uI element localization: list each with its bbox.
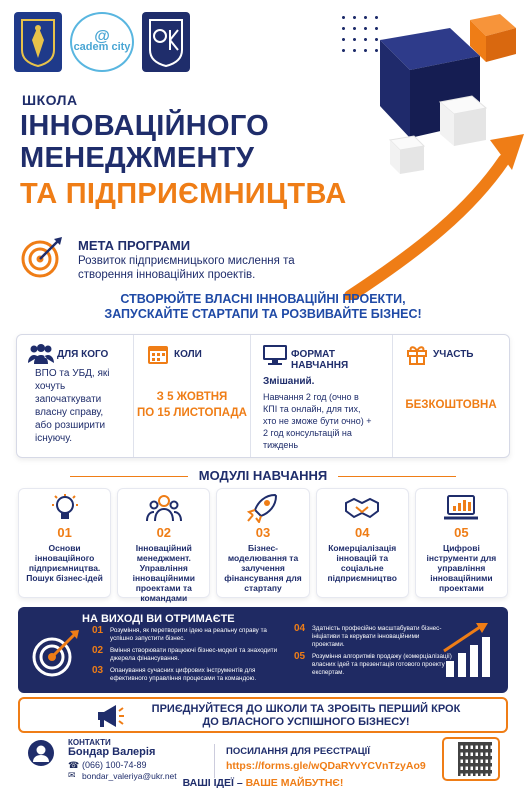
page-title (20, 110, 269, 174)
module-number: 01 (57, 525, 72, 540)
monitor-icon (261, 343, 289, 365)
module-card (18, 488, 111, 598)
qr-code[interactable] (442, 737, 500, 781)
info-format-text: Навчання 2 год (очно в КПІ та онлайн, для тих, хто не зможе бути очно) + 2 год консультацій на тиждень (263, 392, 372, 450)
join-line-2: ДО ВЛАСНОГО УСПІШНОГО БІЗНЕСУ! (202, 716, 410, 728)
people-icon (27, 343, 55, 365)
person-icon (28, 740, 54, 766)
outcomes-heading: НА ВИХОДІ ВИ ОТРИМАЄТЕ (82, 613, 235, 625)
info-participation-heading: УЧАСТЬ (433, 349, 474, 360)
program-info-panel (16, 334, 510, 458)
outcome-number: 03 (92, 665, 104, 676)
join-line-1: ПРИЄДНУЙТЕСЯ ДО ШКОЛИ ТА ЗРОБІТЬ ПЕРШИЙ КРОК (151, 703, 461, 715)
module-text: Комерціалізація інновацій та соціальне підприємництво (327, 543, 397, 583)
info-when-line-2: ПО 15 ЛИСТОПАДА (137, 407, 247, 419)
outcome-text: Розуміння алгоритмів продажу (комерціалізації) власних ідей та презентація готового проекту експертам. (312, 653, 452, 676)
outcome-text: Опанування сучасних цифрових інструментів для ефективного управління процесами та командою. (110, 667, 257, 682)
kpi-logo (142, 12, 190, 72)
title-line-2: МЕНЕДЖМЕНТУ (20, 142, 255, 174)
outcomes-panel (18, 607, 508, 693)
info-format (251, 335, 393, 457)
cta-line-2: ЗАПУСКАЙТЕ СТАРТАПИ ТА РОЗВИВАЙТЕ БІЗНЕС! (104, 307, 422, 321)
rocket-icon (245, 493, 281, 523)
lightbulb-icon (47, 493, 83, 523)
info-format-mode: Змішаний. (263, 376, 315, 387)
contact-name: Бондар Валерія (68, 746, 156, 758)
academ-city-logo: @ cadem city (70, 12, 134, 72)
outcome-number: 02 (92, 645, 104, 656)
title-line-3: ТА ПІДПРИЄМНИЦТВА (20, 178, 347, 210)
module-card (117, 488, 210, 603)
laptop-chart-icon (443, 493, 479, 523)
info-when (134, 335, 251, 457)
outcome-text: Розуміння, як перетворити ідею на реальну справу та успішно запустити бізнес. (110, 627, 267, 642)
outcome-item (92, 625, 280, 643)
contacts-heading: КОНТАКТИ (68, 738, 111, 747)
outcome-number: 04 (294, 623, 306, 634)
outcome-item (92, 665, 280, 683)
join-banner (18, 697, 508, 733)
outcome-number: 05 (294, 651, 306, 662)
contact-phone[interactable]: (066) 100-74-89 (82, 760, 147, 770)
modules-heading: МОДУЛІ НАВЧАННЯ (198, 468, 328, 483)
registration-heading: ПОСИЛАННЯ ДЛЯ РЕЄСТРАЦІЇ (226, 746, 370, 757)
info-participation (393, 335, 509, 457)
module-text: Бізнес-моделювання та залучення фінансування для стартапу (224, 543, 302, 593)
handshake-icon (344, 493, 380, 523)
contact-email[interactable]: bondar_valeriya@ukr.net (82, 771, 177, 781)
info-who-heading: ДЛЯ КОГО (57, 349, 109, 360)
team-icon (146, 493, 182, 523)
module-text: Інноваційний менеджмент. Управління інноваційними проектами та командами (132, 543, 195, 603)
module-number: 03 (255, 525, 271, 540)
module-number: 05 (454, 525, 469, 540)
outcome-number: 01 (92, 625, 104, 636)
info-who (17, 335, 134, 457)
gift-icon (403, 343, 431, 365)
outcome-item (92, 645, 280, 663)
goal-heading: МЕТА ПРОГРАМИ (78, 238, 191, 253)
module-card (316, 488, 409, 598)
academ-city-label: cadem city (73, 41, 131, 53)
target-icon (20, 235, 64, 279)
module-text: Основи інноваційного підприємництва. Пошук бізнес-ідей (26, 543, 103, 583)
registration-link[interactable]: https://forms.gle/wQDaRYvYCVnTzyAo9 (226, 760, 426, 772)
outcome-item (294, 623, 452, 649)
outcome-text: Вміння створювати працюючі бізнес-моделі та знаходити джерела фінансування. (110, 647, 278, 662)
outcome-text: Здатність професійно масштабувати бізнес-ініціативи та керувати інноваційними проектами. (312, 625, 442, 648)
module-card (415, 488, 508, 598)
mail-icon: ✉ (68, 770, 76, 780)
join-text (116, 703, 496, 729)
footer-slogan (0, 777, 526, 789)
growth-chart-icon (440, 621, 496, 681)
cubes-arrow-illustration (340, 10, 526, 300)
title-line-1: ІННОВАЦІЙНОГО (20, 110, 270, 142)
info-who-text: ВПО та УБД, які хочуть започаткувати власну справу, або розширити існуючу. (35, 368, 110, 444)
cta-line-1: СТВОРЮЙТЕ ВЛАСНІ ІННОВАЦІЙНІ ПРОЕКТИ, (120, 292, 406, 306)
module-number: 02 (156, 525, 172, 540)
school-label: ШКОЛА (22, 92, 78, 108)
info-format-heading: ФОРМАТ НАВЧАННЯ (291, 349, 349, 371)
modules-list (18, 488, 508, 603)
module-text: Цифрові інструменти для управління інноваційними проектами (426, 543, 497, 593)
cta-text (0, 292, 526, 322)
module-number: 04 (354, 525, 370, 540)
outcome-item (294, 651, 452, 677)
info-when-dates (134, 389, 250, 421)
footer-slogan-part-2: ВАШЕ МАЙБУТНЄ! (245, 777, 344, 789)
module-card (216, 488, 309, 598)
contacts-section (18, 738, 508, 781)
divider (214, 744, 215, 778)
info-participation-value: БЕЗКОШТОВНА (405, 399, 497, 411)
phone-icon: ☎ (68, 760, 80, 770)
target-arrow-icon (30, 629, 80, 679)
goal-text: Розвиток підприємницького мислення та створення інноваційних проектів. (78, 255, 295, 281)
info-when-heading: КОЛИ (174, 349, 202, 360)
calendar-icon (144, 343, 172, 365)
qr-pattern (458, 742, 492, 776)
footer-slogan-part-1: ВАШІ ІДЕЇ – (182, 777, 246, 789)
logo-group (14, 12, 190, 72)
info-when-line-1: З 5 ЖОВТНЯ (156, 391, 228, 403)
kyiv-coat-of-arms-logo (14, 12, 62, 72)
